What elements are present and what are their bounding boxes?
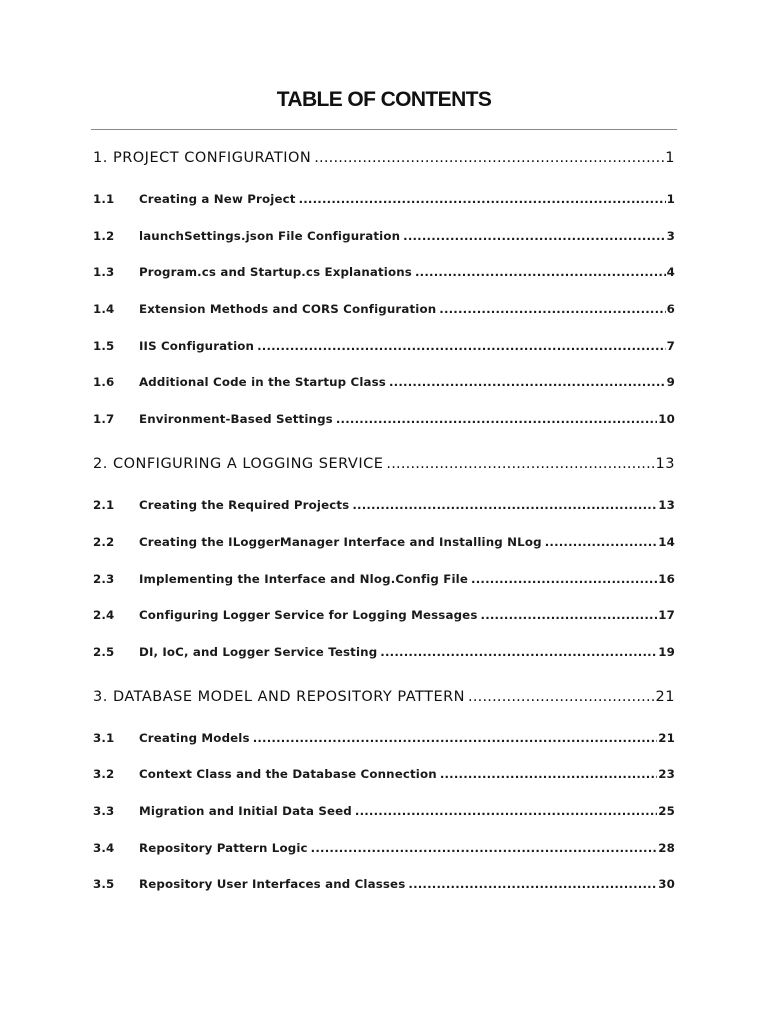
toc-section-1-6[interactable] — [93, 375, 675, 389]
toc-page-number: 6 — [666, 302, 675, 316]
toc-page-number: 3 — [666, 229, 675, 243]
toc-chapter-2[interactable] — [93, 456, 675, 472]
toc-section-number: 1.3 — [93, 265, 115, 279]
toc-section-label: Creating the ILoggerManager Interface and Installing NLog — [139, 535, 542, 549]
toc-section-number: 2.2 — [93, 535, 115, 549]
toc-chapter-label: 3. DATABASE MODEL AND REPOSITORY PATTERN — [93, 689, 466, 705]
toc-section-label: Creating the Required Projects — [139, 498, 350, 512]
toc-chapter-label: 1. PROJECT CONFIGURATION — [93, 150, 312, 166]
toc-page-number: 17 — [658, 608, 675, 622]
toc-leader — [408, 877, 657, 891]
toc-leader — [545, 535, 658, 549]
toc-section-number: 2.1 — [93, 498, 115, 512]
toc-section-3-5[interactable] — [93, 877, 675, 891]
toc-section-number: 3.3 — [93, 804, 115, 818]
toc-leader — [389, 375, 666, 389]
toc-section-number: 1.4 — [93, 302, 115, 316]
toc-section-label: Context Class and the Database Connection — [139, 767, 437, 781]
toc-page-number: 4 — [666, 265, 675, 279]
toc-page-number: 28 — [658, 841, 675, 855]
toc-leader — [468, 689, 655, 705]
toc-leader — [415, 265, 666, 279]
toc-section-label: Repository Pattern Logic — [139, 841, 308, 855]
toc-leader — [355, 804, 657, 818]
toc-section-2-1[interactable] — [93, 498, 675, 512]
toc-leader — [440, 767, 657, 781]
toc-page-number: 16 — [658, 572, 675, 586]
toc-section-1-4[interactable] — [93, 302, 675, 316]
toc-chapter-label: 2. CONFIGURING A LOGGING SERVICE — [93, 456, 384, 472]
toc-page-number: 13 — [655, 456, 675, 472]
toc-leader — [311, 841, 658, 855]
toc-section-3-3[interactable] — [93, 804, 675, 818]
toc-leader — [386, 456, 654, 472]
toc-section-label: Migration and Initial Data Seed — [139, 804, 352, 818]
toc-section-label: Creating a New Project — [139, 192, 296, 206]
toc-section-2-2[interactable] — [93, 535, 675, 549]
toc-section-number: 2.3 — [93, 572, 115, 586]
toc-section-label: DI, IoC, and Logger Service Testing — [139, 645, 378, 659]
toc-page-number: 30 — [658, 877, 675, 891]
toc-leader — [471, 572, 657, 586]
toc-page-number: 7 — [666, 339, 675, 353]
toc-section-label: Environment-Based Settings — [139, 412, 333, 426]
toc-section-2-4[interactable] — [93, 608, 675, 622]
toc-section-number: 1.1 — [93, 192, 115, 206]
toc-section-number: 3.5 — [93, 877, 115, 891]
toc-page-number: 13 — [658, 498, 675, 512]
toc-page-number: 10 — [658, 412, 675, 426]
toc-section-label: Creating Models — [139, 731, 250, 745]
toc-section-3-4[interactable] — [93, 841, 675, 855]
toc-section-1-3[interactable] — [93, 265, 675, 279]
toc-page-number: 23 — [658, 767, 675, 781]
toc-leader — [314, 150, 664, 166]
toc-leader — [481, 608, 658, 622]
toc-page-number: 9 — [666, 375, 675, 389]
toc-section-1-7[interactable] — [93, 412, 675, 426]
toc-section-label: Repository User Interfaces and Classes — [139, 877, 406, 891]
toc-section-label: Extension Methods and CORS Configuration — [139, 302, 437, 316]
page-title: TABLE OF CONTENTS — [276, 88, 492, 111]
toc-page-number: 1 — [665, 150, 675, 166]
toc-section-3-2[interactable] — [93, 767, 675, 781]
toc-section-2-5[interactable] — [93, 645, 675, 659]
toc-page-number: 21 — [655, 689, 675, 705]
toc-leader — [253, 731, 658, 745]
toc-leader — [257, 339, 666, 353]
toc-section-label: Additional Code in the Startup Class — [139, 375, 386, 389]
toc-section-label: Configuring Logger Service for Logging Messages — [139, 608, 478, 622]
toc-section-label: launchSettings.json File Configuration — [139, 229, 401, 243]
toc-section-number: 3.4 — [93, 841, 115, 855]
toc-section-number: 1.7 — [93, 412, 115, 426]
toc-section-3-1[interactable] — [93, 731, 675, 745]
toc-section-1-1[interactable] — [93, 192, 675, 206]
toc-page-number: 25 — [658, 804, 675, 818]
toc-section-label: Implementing the Interface and Nlog.Config File — [139, 572, 469, 586]
toc-section-1-2[interactable] — [93, 229, 675, 243]
toc-leader — [299, 192, 666, 206]
toc-section-number: 3.2 — [93, 767, 115, 781]
toc-leader — [403, 229, 666, 243]
toc-chapter-1[interactable] — [93, 150, 675, 166]
toc-section-number: 1.6 — [93, 375, 115, 389]
toc-page-number: 1 — [666, 192, 675, 206]
toc-leader — [352, 498, 657, 512]
toc-leader — [380, 645, 657, 659]
toc-section-1-5[interactable] — [93, 339, 675, 353]
toc-section-number: 3.1 — [93, 731, 115, 745]
toc-page-number: 21 — [658, 731, 675, 745]
toc-page-number: 19 — [658, 645, 675, 659]
toc-page-number: 14 — [658, 535, 675, 549]
title-divider — [91, 129, 677, 130]
toc-leader — [336, 412, 657, 426]
toc-chapter-3[interactable] — [93, 689, 675, 705]
toc-section-number: 1.2 — [93, 229, 115, 243]
toc-section-number: 2.5 — [93, 645, 115, 659]
toc-section-number: 2.4 — [93, 608, 115, 622]
toc-section-label: Program.cs and Startup.cs Explanations — [139, 265, 412, 279]
toc-section-2-3[interactable] — [93, 572, 675, 586]
toc-leader — [439, 302, 665, 316]
toc-section-label: IIS Configuration — [139, 339, 255, 353]
toc-section-number: 1.5 — [93, 339, 115, 353]
